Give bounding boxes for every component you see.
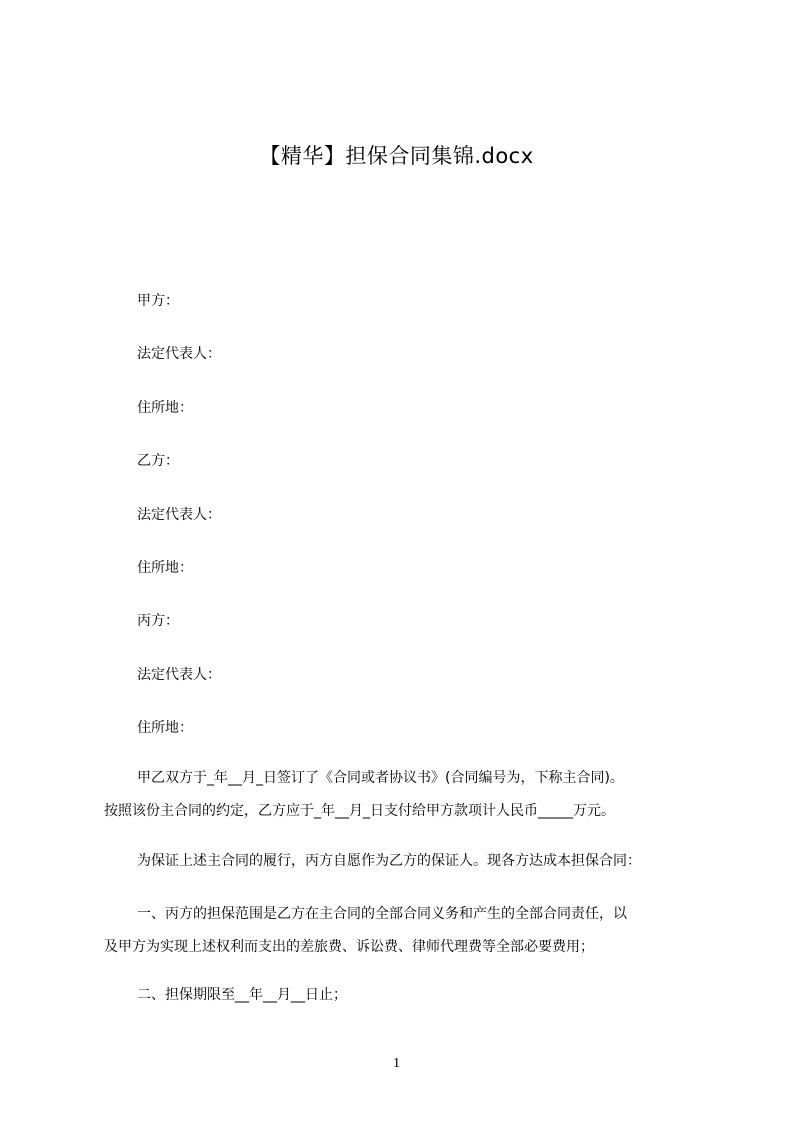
guarantee-scope-paragraph: [104, 898, 704, 964]
guarantee-term-paragraph: 二、担保期限至__年__月__日止；: [137, 987, 347, 1003]
party-b-address-label: 住所地：: [137, 560, 193, 576]
guarantee-scope-line-2: 及甲方为实现上述权利而支出的差旅费、诉讼费、律师代理费等全部必要费用；: [104, 939, 594, 955]
contract-intro-line-2: 按照该份主合同的约定，乙方应于_年__月_日支付给甲方款项计人民币_____万元。: [104, 803, 615, 819]
party-a-address-label: 住所地：: [137, 400, 193, 416]
party-a-representative-label: 法定代表人：: [137, 346, 221, 362]
contract-intro-paragraph: [104, 762, 704, 828]
party-c-representative-label: 法定代表人：: [137, 667, 221, 683]
page-number: 1: [393, 1056, 400, 1071]
party-b-label: 乙方：: [137, 453, 179, 469]
guarantee-statement-paragraph: 为保证上述主合同的履行，丙方自愿作为乙方的保证人。现各方达成本担保合同：: [137, 853, 641, 869]
party-c-address-label: 住所地：: [137, 720, 193, 736]
guarantee-scope-line-1: 一、丙方的担保范围是乙方在主合同的全部合同义务和产生的全部合同责任，以: [137, 906, 627, 922]
party-c-label: 丙方：: [137, 613, 179, 629]
party-b-representative-label: 法定代表人：: [137, 507, 221, 523]
contract-intro-line-1: 甲乙双方于_年__月_日签订了《合同或者协议书》(合同编号为，下称主合同)。: [137, 770, 624, 786]
party-a-label: 甲方：: [137, 293, 179, 309]
document-title: 【精华】担保合同集锦.docx: [259, 144, 534, 168]
